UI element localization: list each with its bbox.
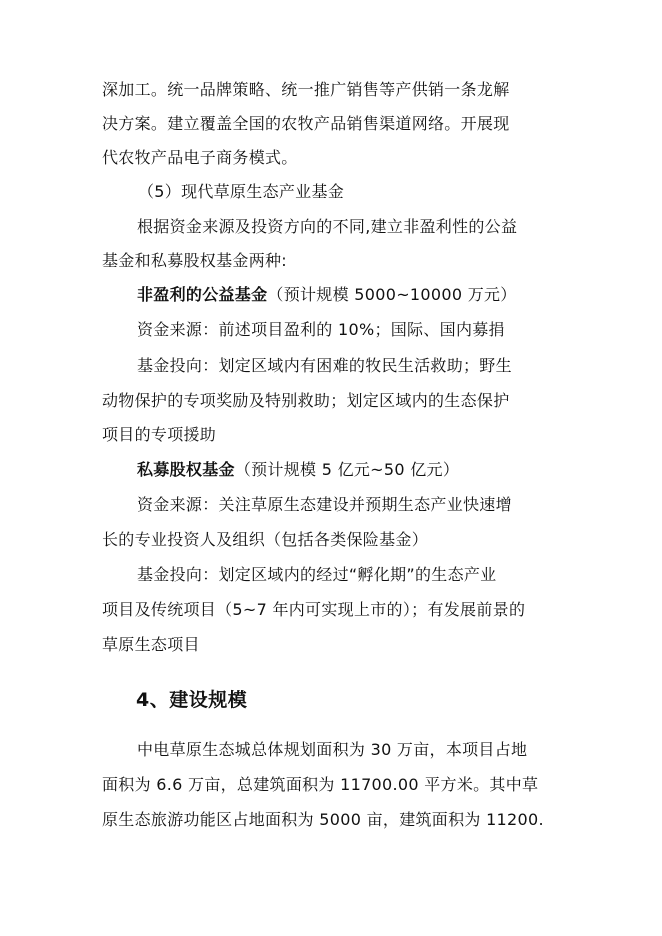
paragraph-line-3: 代农牧产品电子商务模式。 <box>102 148 298 167</box>
fund2-source-line-1: 资金来源：关注草原生态建设并预期生态产业快速增 <box>137 495 512 514</box>
scale-line-2: 面积为 6.6 万亩，总建筑面积为 11700.00 平方米。其中草 <box>102 775 539 794</box>
fund2-source-line-2: 长的专业投资人及组织（包括各类保险基金） <box>102 530 429 549</box>
fund1-heading <box>137 285 517 305</box>
fund1-investment-line-1: 基金投向：划定区域内有困难的牧民生活救助；野生 <box>137 356 512 375</box>
paragraph-line-2: 决方案。建立覆盖全国的农牧产品销售渠道网络。开展现 <box>102 114 510 133</box>
subsection-title: （5）现代草原生态产业基金 <box>138 182 345 201</box>
fund1-investment-line-2: 动物保护的专项奖励及特别救助；划定区域内的生态保护 <box>102 391 510 410</box>
fund2-investment-line-2: 项目及传统项目（5~7 年内可实现上市的）；有发展前景的 <box>102 600 526 619</box>
scale-line-3: 原生态旅游功能区占地面积为 5000 亩，建筑面积为 11200. <box>102 810 544 829</box>
fund1-title: 非盈利的公益基金 <box>137 285 268 304</box>
paragraph-line-4: 根据资金来源及投资方向的不同,建立非盈利性的公益 <box>137 217 518 236</box>
scale-line-1: 中电草原生态城总体规划面积为 30 万亩，本项目占地 <box>137 740 528 759</box>
paragraph-line-5: 基金和私募股权基金两种: <box>102 251 287 270</box>
fund2-title: 私募股权基金 <box>137 460 235 479</box>
fund1-investment-line-3: 项目的专项援助 <box>102 425 217 444</box>
fund2-investment-line-3: 草原生态项目 <box>102 635 200 654</box>
section-heading: 4、建设规模 <box>136 689 248 711</box>
fund2-investment-line-1: 基金投向：划定区域内的经过“孵化期”的生态产业 <box>137 565 497 584</box>
fund2-note: （预计规模 5 亿元~50 亿元） <box>234 460 460 479</box>
paragraph-line-1: 深加工。统一品牌策略、统一推广销售等产供销一条龙解 <box>102 80 510 99</box>
fund1-source: 资金来源：前述项目盈利的 10%；国际、国内募捐 <box>137 320 505 339</box>
fund1-note: （预计规模 5000~10000 万元） <box>267 285 517 304</box>
fund2-heading <box>137 460 459 480</box>
